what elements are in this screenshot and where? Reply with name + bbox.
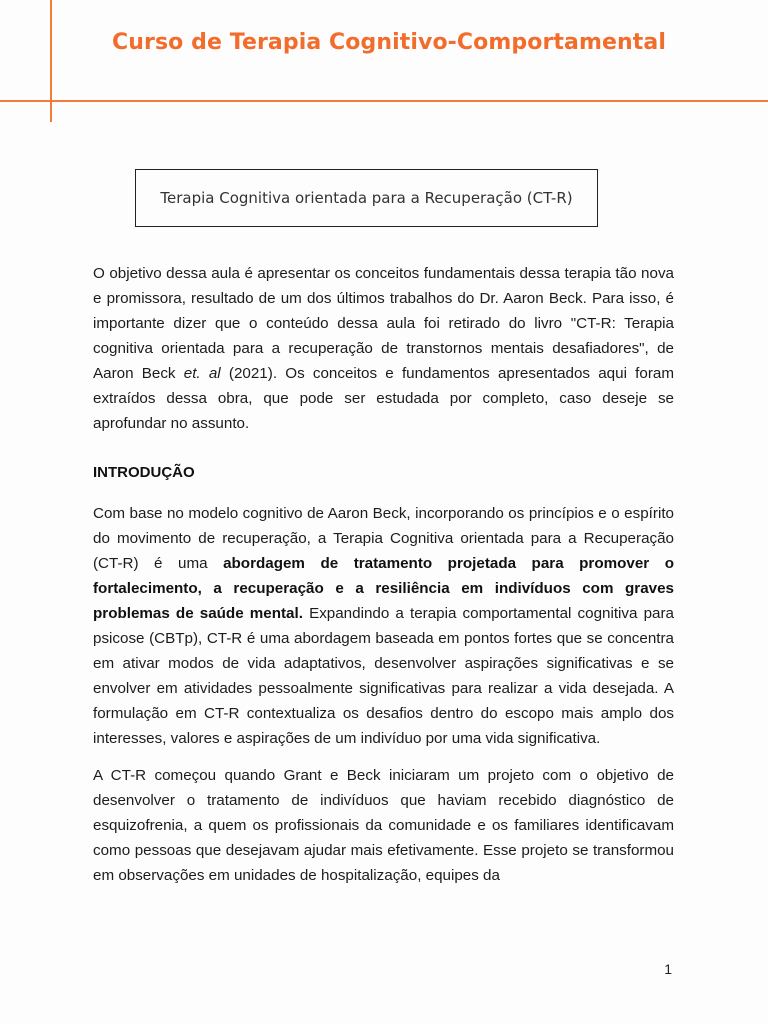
header-rule-horizontal [0, 100, 768, 102]
intro-paragraph [93, 261, 674, 436]
course-title: Curso de Terapia Cognitivo-Comportamental [112, 30, 666, 55]
lesson-title-box [135, 169, 598, 227]
page-number: 1 [664, 961, 672, 977]
intro-text-1: O objetivo dessa aula é apresentar os conceitos fundamentais dessa terapia tão nova e promissora, resultado de um dos últimos trabalhos do Dr. Aaron Beck. Para isso, é importante dizer que o conteúdo dessa aula foi retirado do livro "CT-R: Terapia cognitiva orientada para a recuperação de transtornos mentais desafiadores", de Aaron Beck [93, 265, 674, 382]
document-body [93, 261, 674, 888]
body-paragraph-2: A CT-R começou quando Grant e Beck iniciaram um projeto com o objetivo de desenvolver o tratamento de indivíduos que haviam recebido diagnóstico de esquizofrenia, a quem os profissionais da comunidade e os familiares identificavam como pessoas que desejavam ajudar mais efetivamente. Esse projeto se transformou em observações em unidades de hospitalização, equipes da [93, 767, 674, 884]
intro-italic: et. al [183, 365, 221, 382]
lesson-title: Terapia Cognitiva orientada para a Recuperação (CT-R) [160, 189, 573, 207]
body1-text-2: Expandindo a terapia comportamental cognitiva para psicose (CBTp), CT-R é uma abordagem baseada em pontos fortes que se concentra em ativar modos de vida adaptativos, desenvolver aspirações significativas e se envolver em atividades pessoalmente significativas para realizar a vida desejada. A formulação em CT-R contextualiza os desafios dentro do escopo mais amplo dos interesses, valores e aspirações de um indivíduo por uma vida significativa. [93, 605, 674, 747]
body-paragraph-1 [93, 501, 674, 751]
intro-text-2: (2021). Os conceitos e fundamentos apresentados aqui foram extraídos dessa obra, que pode ser estudada por completo, caso deseje se aprofundar no assunto. [93, 365, 674, 432]
header-rule-vertical [50, 0, 52, 122]
section-heading: INTRODUÇÃO [93, 464, 195, 481]
body1-bold: abordagem de tratamento projetada para promover o fortalecimento, a recuperação e a resiliência em indivíduos com graves problemas de saúde mental. [93, 555, 674, 622]
body1-text-1: Com base no modelo cognitivo de Aaron Beck, incorporando os princípios e o espírito do movimento de recuperação, a Terapia Cognitiva orientada para a Recuperação (CT-R) é uma [93, 505, 674, 572]
